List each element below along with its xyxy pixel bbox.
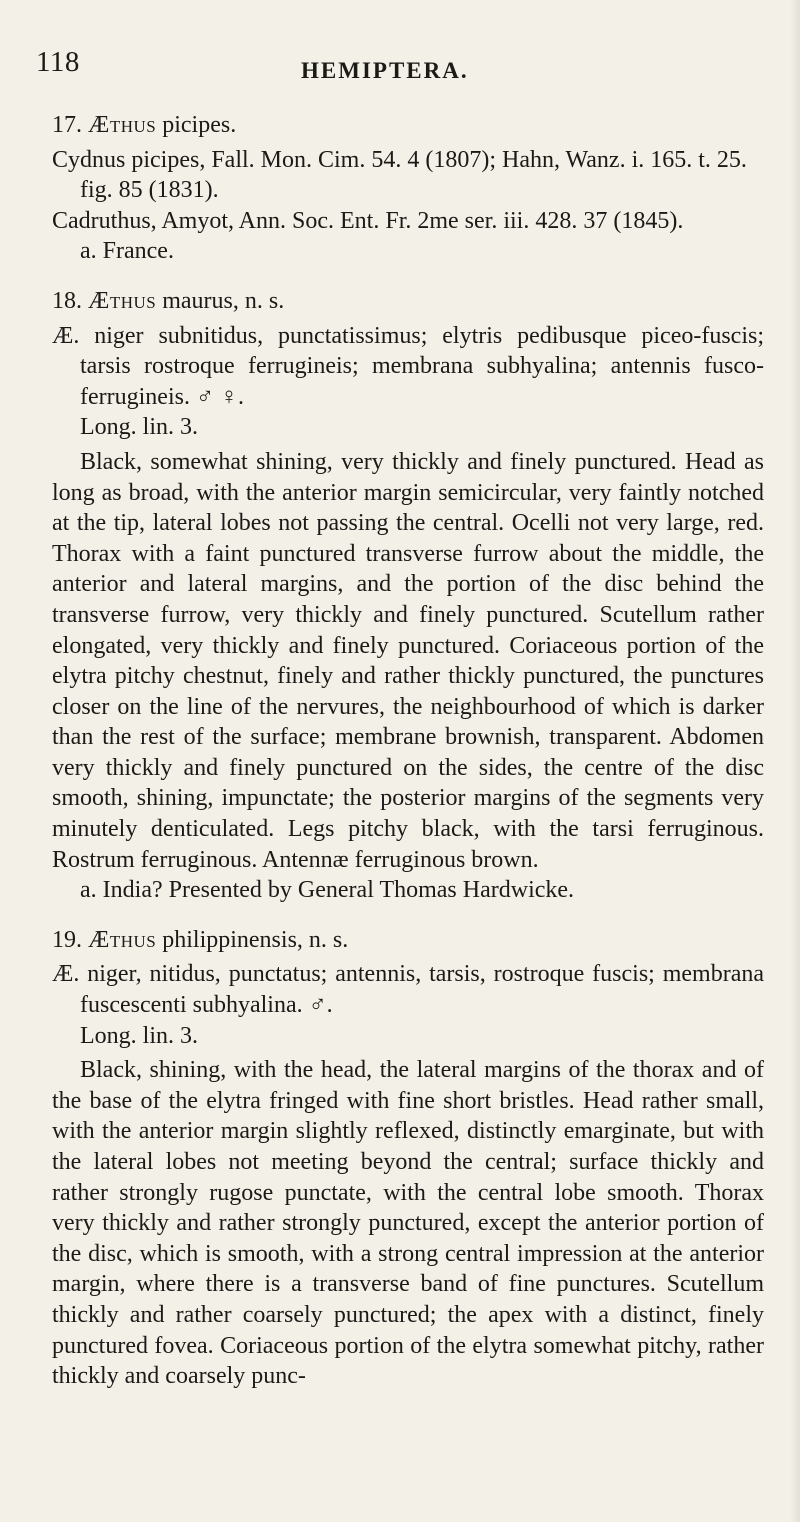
species-entry-18 xyxy=(52,286,764,906)
page-content xyxy=(52,110,764,1411)
latin-diagnosis: Æ. niger, nitidus, punctatus; antennis, tarsis, rostroque fuscis; membrana fuscescenti subhyalina. ♂. xyxy=(52,961,764,1019)
genus-name: Æthus xyxy=(88,926,157,953)
page-edge-shadow xyxy=(790,0,800,1522)
page-header xyxy=(36,46,776,86)
species-entry-17 xyxy=(52,110,764,267)
species-name: philippinensis, n. s. xyxy=(162,926,349,953)
entry-title xyxy=(52,286,764,317)
entry-number: 19. xyxy=(52,926,82,953)
length-measurement: Long. lin. 3. xyxy=(80,1022,198,1049)
specimen-locality: a. India? Presented by General Thomas Hardwicke. xyxy=(80,877,575,904)
species-name: picipes. xyxy=(162,112,237,138)
english-description: Black, somewhat shining, very thickly and finely punctured. Head as long as broad, with the anterior margin semicircular, very faintly notched at the tip, lateral lobes not passing the central. Ocelli not very large, red. Thorax with a faint punctured transverse furrow about the middle, the anterior and lateral margins, and the portion of the disc behind the transverse furrow, very thickly and finely punctured. Scutellum rather elongated, very thickly and finely punctured. Coriaceous portion of the elytra pitchy chestnut, finely and rather thickly punctured, the punctures closer on the line of the nervures, the neighbourhood of which is darker than the rest of the surface; membrane brownish, transparent. Abdomen very thickly and finely punctured on the sides, the centre of the disc smooth, shining, impunctate; the posterior margins of the segments very minutely denticulated. Legs pitchy black, with the tarsi ferruginous. Rostrum ferruginous. Antennæ ferruginous brown. xyxy=(52,448,764,873)
latin-diagnosis: Æ. niger subnitidus, punctatissimus; elytris pedibusque piceo-fuscis; tarsis rostroque ferrugineis; membrana subhyalina; antennis fusco-ferrugineis. ♂ ♀. xyxy=(52,322,764,410)
length-measurement: Long. lin. 3. xyxy=(80,414,198,441)
synonymy-reference: Cydnus picipes, Fall. Mon. Cim. 54. 4 (1807); Hahn, Wanz. i. 165. t. 25. fig. 85 (1831). xyxy=(52,146,747,204)
genus-name: Æthus xyxy=(88,287,157,314)
entry-number: 17. xyxy=(52,112,82,138)
entry-title xyxy=(52,925,764,956)
specimen-locality: a. France. xyxy=(80,238,174,265)
species-entry-19 xyxy=(52,925,764,1392)
entry-title xyxy=(52,110,764,141)
synonymy-reference: Cadruthus, Amyot, Ann. Soc. Ent. Fr. 2me ser. iii. 428. 37 (1845). xyxy=(52,207,684,234)
running-head: HEMIPTERA. xyxy=(301,58,469,83)
page-number: 118 xyxy=(36,46,80,78)
genus-name: Æthus xyxy=(88,112,157,138)
entry-number: 18. xyxy=(52,287,82,314)
english-description: Black, shining, with the head, the lateral margins of the thorax and of the base of the elytra fringed with fine short bristles. Head rather small, with the anterior margin slightly reflexed, distinctly emarginate, but with the lateral lobes not meeting beyond the central; surface thickly and rather strongly rugose punctate, with the central lobe smooth. Thorax very thickly and rather strongly punctured, except the anterior portion of the disc, which is smooth, with a strong central impression at the anterior margin, where there is a transverse band of fine punctures. Scutellum thickly and rather coarsely punctured; the apex with a distinct, finely punctured fovea. Coriaceous portion of the elytra somewhat pitchy, rather thickly and coarsely punc- xyxy=(52,1057,764,1390)
species-name: maurus, n. s. xyxy=(162,287,285,314)
